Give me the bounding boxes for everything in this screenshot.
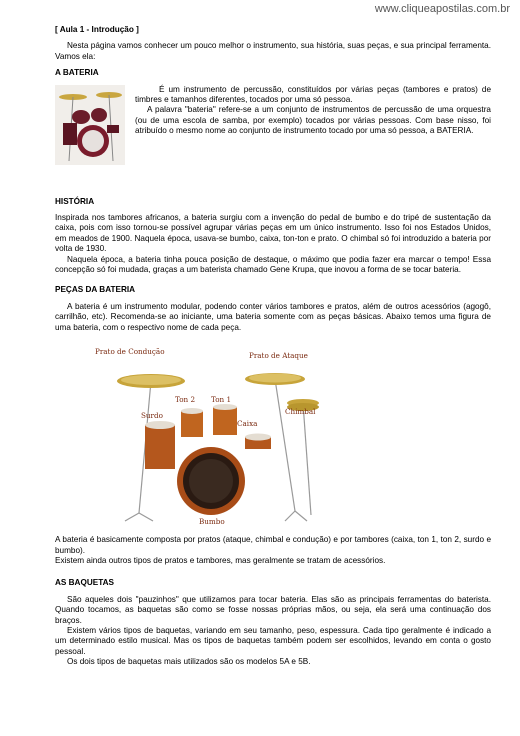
document-page xyxy=(55,25,491,668)
label-chimbal: Chimbal xyxy=(285,407,316,417)
heading-baquetas: AS BAQUETAS xyxy=(55,578,114,588)
historia-paragraph-1: Inspirada nos tambores africanos, a bateria surgiu com a invenção do pedal de bumbo e do tripé de sustentação da caixa, pois com isso tornou-se possível agrupar várias peças em um único instrumento. Isso foi nos Estados Unidos, em meados de 1900. Naquela época, usava-se bumbo, caixa, ton-ton e prato. O chimbal só foi introduzido a bateria por volta de 1930. xyxy=(55,213,491,254)
baquetas-paragraph-2: Existem vários tipos de baquetas, variando em seu tamanho, peso, espessura. Cada tipo geralmente é indicado a um determinado estilo musical. Mas os tipos de baquetas também podem ser escolhidos, levando em conta o gosto pessoal. xyxy=(55,625,491,656)
label-bumbo: Bumbo xyxy=(199,517,225,527)
heading-pecas: PEÇAS DA BATERIA xyxy=(55,285,136,295)
lesson-title: [ Aula 1 - Introdução ] xyxy=(55,25,139,34)
label-prato-ataque: Prato de Ataque xyxy=(249,351,308,361)
heading-bateria: A BATERIA xyxy=(55,68,99,78)
label-prato-conducao: Prato de Condução xyxy=(95,347,165,357)
drum-kit-thumbnail xyxy=(55,85,125,165)
site-url[interactable]: www.cliqueapostilas.com.br xyxy=(374,3,510,15)
baquetas-paragraph-1: São aqueles dois "pauzinhos" que utilizamos para tocar bateria. Elas são as principais ferramentas do baterista. Quando tocamos, as baquetas são como se fosse nossas próprias mãos, ou seja, ela será uma continuação dos braços. xyxy=(55,594,491,625)
pecas-paragraph-2: A bateria é basicamente composta por pratos (ataque, chimbal e condução) e por tambores (caixa, ton 1, ton 2, surdo e bumbo). xyxy=(55,535,491,555)
bateria-block xyxy=(55,85,491,171)
bateria-paragraph-1: É um instrumento de percussão, constituídos por várias peças (tambores e pratos) de timbres e tamanhos diferentes, tocados por uma só pessoa. xyxy=(135,84,491,105)
label-surdo: Surdo xyxy=(141,411,163,421)
label-ton1: Ton 1 xyxy=(211,395,232,405)
historia-paragraph-2: Naquela época, a bateria tinha pouca posição de destaque, o máximo que podia fazer era marcar o tempo! Essa concepção só foi mudada, graças a um baterista chamado Gene Krupa, que inovou a forma de se tocar bateria. xyxy=(55,254,491,275)
bateria-paragraph-2: A palavra "bateria" refere-se a um conjunto de instrumentos de percussão de uma orquestra (ou de uma escola de samba, por exemplo) tocados por várias pessoas. Com base nisso, foi atribuído o mesmo nome ao conjunto de instrumento tocado por uma só pessoa, a BATERIA. xyxy=(135,105,491,136)
pecas-paragraph-1: A bateria é um instrumento modular, podendo conter vários tambores e pratos, além de outros acessórios (agogô, carrilhão, etc). Recomenda-se ao iniciante, uma bateria somente com as peças básicas. Abaixo temos uma figura de uma bateria, com o respectivo nome de cada peça. xyxy=(55,301,491,332)
pecas-paragraph-3: Existem ainda outros tipos de pratos e tambores, mas geralmente se tratam de acessórios. xyxy=(55,555,386,565)
baquetas-paragraph-3: Os dois tipos de baquetas mais utilizados são os modelos 5A e 5B. xyxy=(67,657,311,667)
label-caixa: Caixa xyxy=(237,419,258,429)
drum-kit-figure xyxy=(89,345,349,527)
drum-kit-illustration xyxy=(89,345,349,527)
intro-paragraph: Nesta página vamos conhecer um pouco melhor o instrumento, sua história, suas peças, e sua principal ferramenta. Vamos ela: xyxy=(55,41,491,61)
label-ton2: Ton 2 xyxy=(175,395,196,405)
heading-historia: HISTÓRIA xyxy=(55,196,95,206)
